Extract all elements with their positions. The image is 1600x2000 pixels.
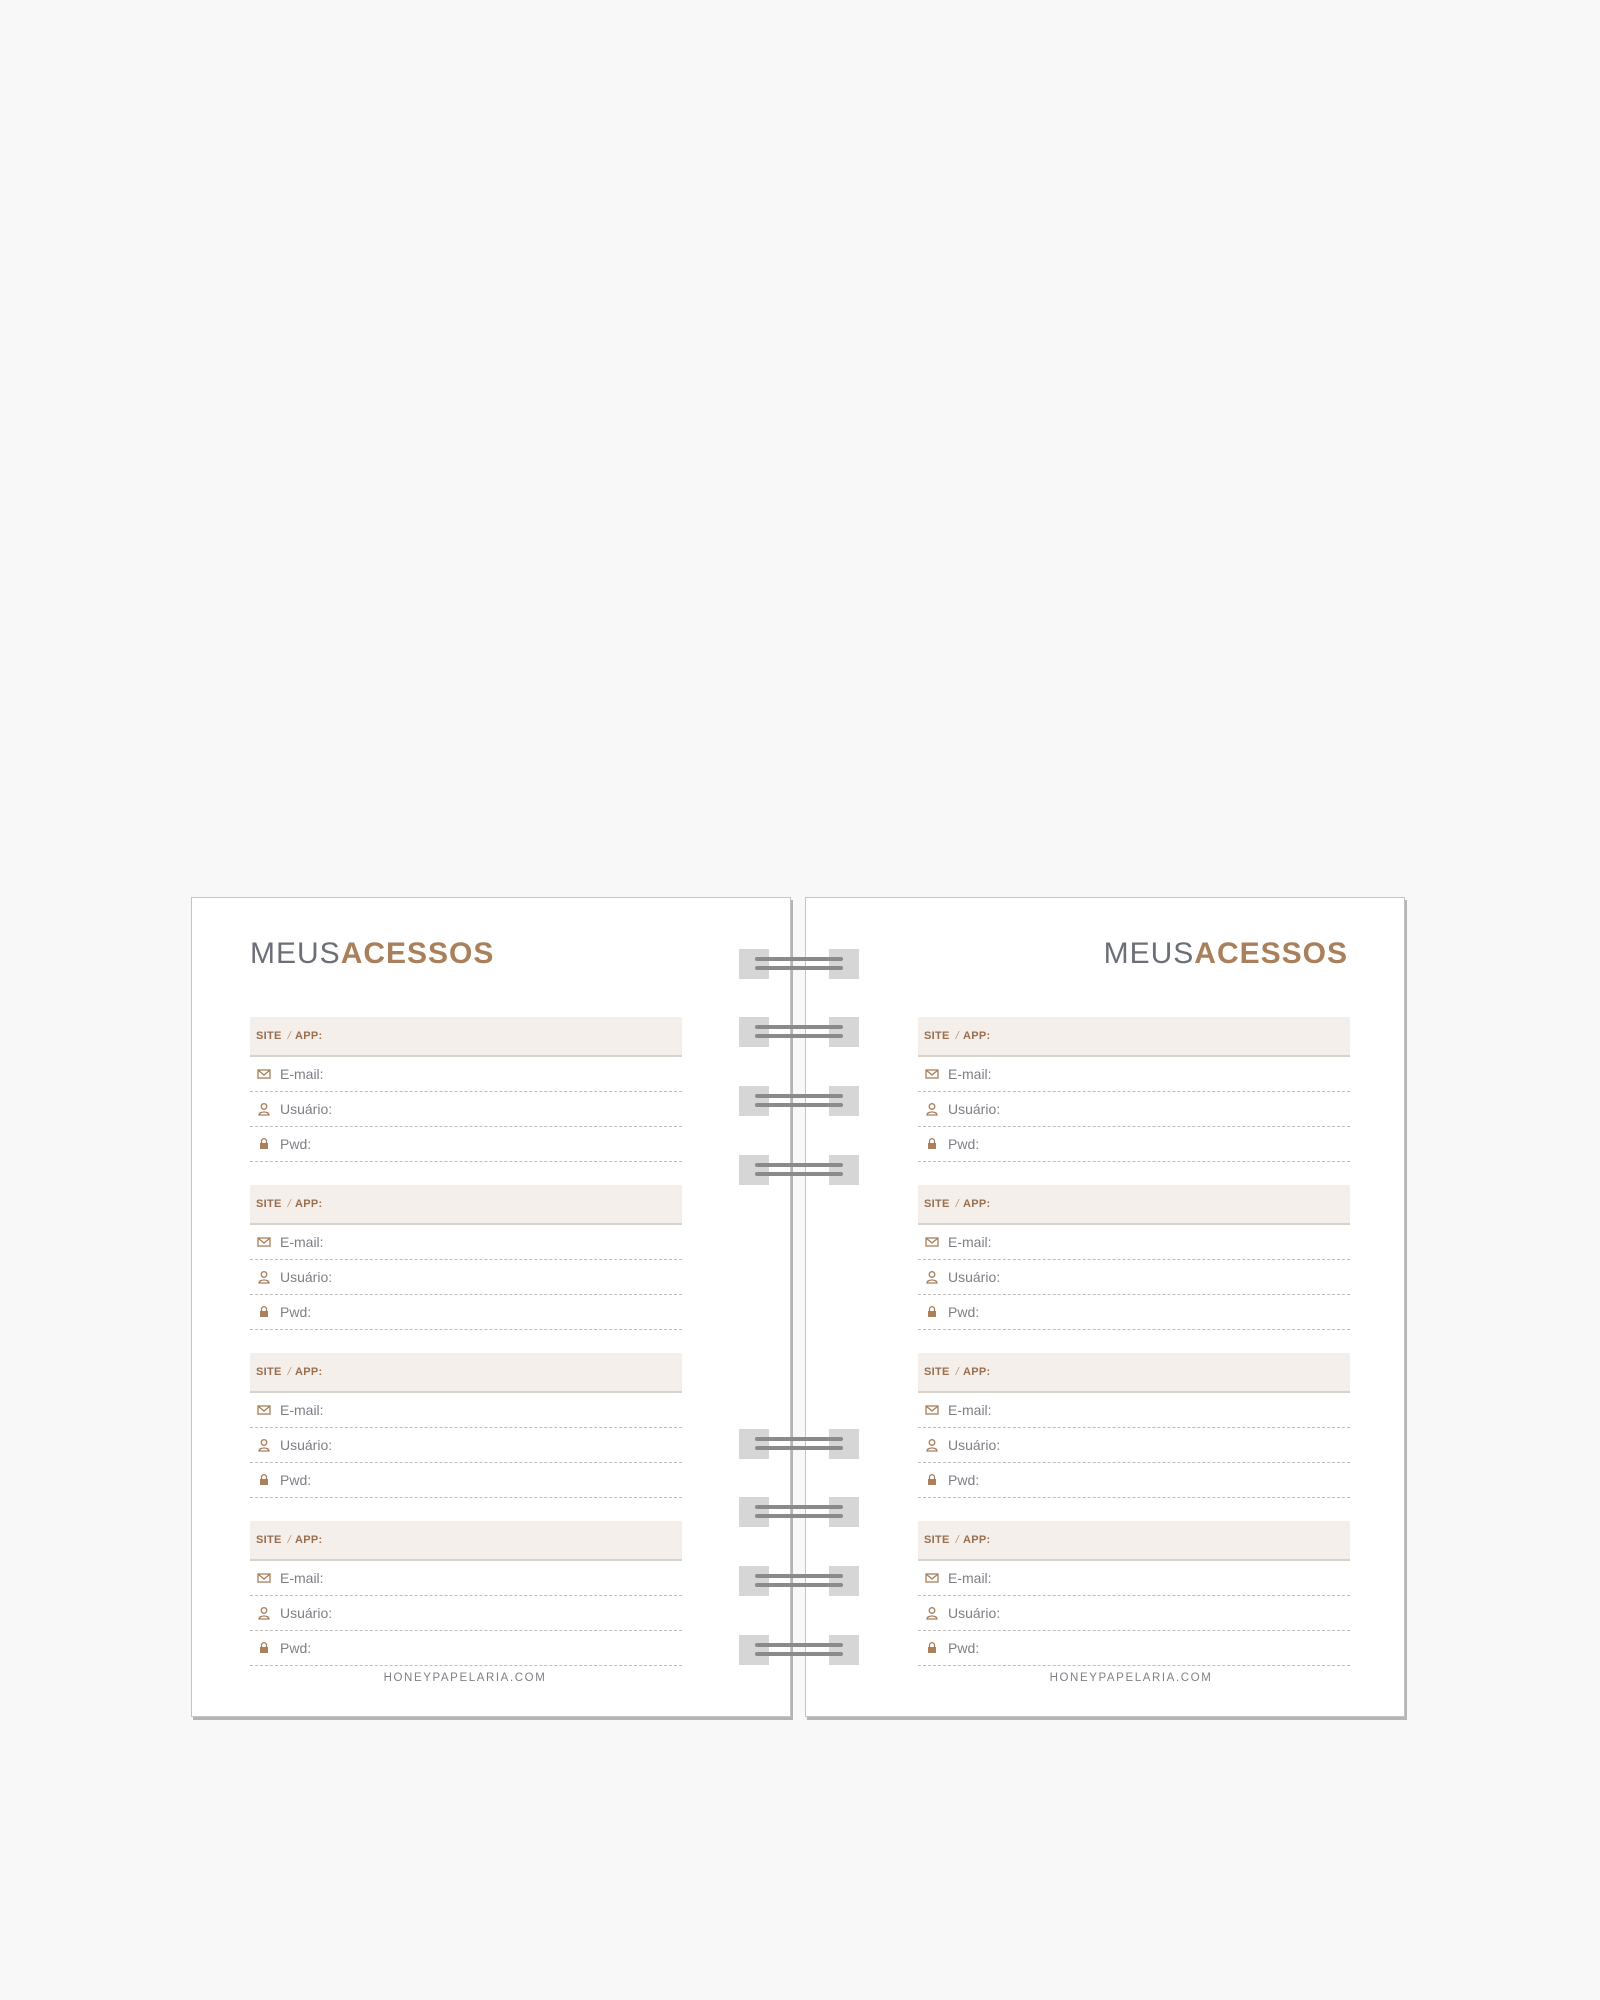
spiral-ring xyxy=(739,949,859,979)
pwd-label: Pwd: xyxy=(948,1640,980,1656)
user-icon xyxy=(924,1605,940,1621)
email-row[interactable] xyxy=(918,1393,1350,1428)
spiral-ring xyxy=(739,1086,859,1116)
user-row[interactable] xyxy=(250,1428,682,1463)
site-label: SITE xyxy=(924,1198,950,1210)
email-row[interactable] xyxy=(250,1057,682,1092)
lock-icon xyxy=(256,1640,272,1656)
site-app-header xyxy=(250,1185,682,1225)
pwd-row[interactable] xyxy=(250,1295,682,1330)
email-label: E-mail: xyxy=(948,1234,992,1250)
envelope-icon xyxy=(924,1402,940,1418)
email-label: E-mail: xyxy=(280,1066,324,1082)
slash-label: / xyxy=(955,1030,960,1042)
pwd-row[interactable] xyxy=(250,1631,682,1666)
pwd-row[interactable] xyxy=(250,1127,682,1162)
user-icon xyxy=(924,1437,940,1453)
slash-label: / xyxy=(955,1534,960,1546)
access-entry xyxy=(918,1185,1350,1330)
title-meus: MEUS xyxy=(1103,937,1195,970)
spiral-ring xyxy=(739,1155,859,1185)
app-label: APP: xyxy=(963,1366,991,1378)
pwd-label: Pwd: xyxy=(948,1472,980,1488)
lock-icon xyxy=(924,1304,940,1320)
envelope-icon xyxy=(924,1570,940,1586)
site-app-header xyxy=(918,1185,1350,1225)
envelope-icon xyxy=(256,1066,272,1082)
envelope-icon xyxy=(256,1402,272,1418)
pwd-label: Pwd: xyxy=(948,1136,980,1152)
site-app-header xyxy=(250,1017,682,1057)
app-label: APP: xyxy=(295,1534,323,1546)
site-app-header xyxy=(250,1521,682,1561)
footer-text: HONEYPAPELARIA.COM xyxy=(1049,1672,1213,1684)
email-label: E-mail: xyxy=(280,1234,324,1250)
pwd-label: Pwd: xyxy=(948,1304,980,1320)
envelope-icon xyxy=(924,1066,940,1082)
spiral-ring xyxy=(739,1635,859,1665)
pwd-row[interactable] xyxy=(918,1127,1350,1162)
app-label: APP: xyxy=(295,1366,323,1378)
email-label: E-mail: xyxy=(280,1402,324,1418)
user-label: Usuário: xyxy=(280,1605,333,1621)
envelope-icon xyxy=(256,1234,272,1250)
lock-icon xyxy=(924,1136,940,1152)
site-label: SITE xyxy=(924,1534,950,1546)
user-row[interactable] xyxy=(250,1260,682,1295)
user-row[interactable] xyxy=(918,1596,1350,1631)
site-app-header xyxy=(918,1521,1350,1561)
email-label: E-mail: xyxy=(280,1570,324,1586)
user-icon xyxy=(256,1437,272,1453)
slash-label: / xyxy=(955,1198,960,1210)
pwd-label: Pwd: xyxy=(280,1304,312,1320)
user-label: Usuário: xyxy=(948,1605,1001,1621)
left-page xyxy=(191,897,791,1717)
pwd-row[interactable] xyxy=(918,1463,1350,1498)
lock-icon xyxy=(256,1304,272,1320)
user-label: Usuário: xyxy=(280,1437,333,1453)
lock-icon xyxy=(924,1472,940,1488)
lock-icon xyxy=(256,1472,272,1488)
title-meus: MEUS xyxy=(250,937,341,970)
title-acessos: ACESSOS xyxy=(1194,937,1348,970)
email-row[interactable] xyxy=(918,1561,1350,1596)
user-icon xyxy=(924,1101,940,1117)
title-acessos: ACESSOS xyxy=(340,937,495,970)
lock-icon xyxy=(256,1136,272,1152)
user-icon xyxy=(256,1605,272,1621)
pwd-label: Pwd: xyxy=(280,1640,312,1656)
email-label: E-mail: xyxy=(948,1066,992,1082)
pwd-row[interactable] xyxy=(918,1631,1350,1666)
spiral-ring xyxy=(739,1017,859,1047)
pwd-row[interactable] xyxy=(918,1295,1350,1330)
user-label: Usuário: xyxy=(948,1437,1001,1453)
spiral-ring xyxy=(739,1566,859,1596)
site-label: SITE xyxy=(256,1030,282,1042)
page-footer xyxy=(166,1668,764,1686)
user-icon xyxy=(924,1269,940,1285)
email-label: E-mail: xyxy=(948,1570,992,1586)
email-row[interactable] xyxy=(250,1393,682,1428)
user-label: Usuário: xyxy=(280,1101,333,1117)
lock-icon xyxy=(924,1640,940,1656)
slash-label: / xyxy=(287,1366,292,1378)
slash-label: / xyxy=(955,1366,960,1378)
user-label: Usuário: xyxy=(948,1101,1001,1117)
page-title xyxy=(1104,937,1348,971)
email-row[interactable] xyxy=(250,1225,682,1260)
site-label: SITE xyxy=(256,1534,282,1546)
access-entry xyxy=(250,1185,682,1330)
site-label: SITE xyxy=(256,1198,282,1210)
email-row[interactable] xyxy=(918,1057,1350,1092)
envelope-icon xyxy=(924,1234,940,1250)
user-icon xyxy=(256,1269,272,1285)
envelope-icon xyxy=(256,1570,272,1586)
access-entry xyxy=(250,1521,682,1666)
app-label: APP: xyxy=(963,1534,991,1546)
site-label: SITE xyxy=(924,1030,950,1042)
pwd-label: Pwd: xyxy=(280,1472,312,1488)
notebook-spread xyxy=(191,897,1409,1719)
access-entry xyxy=(250,1017,682,1162)
spiral-ring xyxy=(739,1497,859,1527)
app-label: APP: xyxy=(963,1198,991,1210)
access-entry xyxy=(918,1017,1350,1162)
page-footer xyxy=(832,1668,1430,1686)
slash-label: / xyxy=(287,1534,292,1546)
email-row[interactable] xyxy=(250,1561,682,1596)
pwd-label: Pwd: xyxy=(280,1136,312,1152)
page-title xyxy=(250,937,494,971)
slash-label: / xyxy=(287,1030,292,1042)
user-label: Usuário: xyxy=(948,1269,1001,1285)
user-row[interactable] xyxy=(918,1428,1350,1463)
site-label: SITE xyxy=(256,1366,282,1378)
user-icon xyxy=(256,1101,272,1117)
site-app-header xyxy=(918,1017,1350,1057)
site-label: SITE xyxy=(924,1366,950,1378)
access-entry xyxy=(918,1521,1350,1666)
access-entry xyxy=(250,1353,682,1498)
app-label: APP: xyxy=(295,1198,323,1210)
pwd-row[interactable] xyxy=(250,1463,682,1498)
footer-text: HONEYPAPELARIA.COM xyxy=(383,1672,547,1684)
access-entry xyxy=(918,1353,1350,1498)
site-app-header xyxy=(250,1353,682,1393)
email-row[interactable] xyxy=(918,1225,1350,1260)
user-row[interactable] xyxy=(918,1092,1350,1127)
user-label: Usuário: xyxy=(280,1269,333,1285)
user-row[interactable] xyxy=(918,1260,1350,1295)
user-row[interactable] xyxy=(250,1596,682,1631)
site-app-header xyxy=(918,1353,1350,1393)
right-page xyxy=(805,897,1405,1717)
user-row[interactable] xyxy=(250,1092,682,1127)
email-label: E-mail: xyxy=(948,1402,992,1418)
app-label: APP: xyxy=(963,1030,991,1042)
app-label: APP: xyxy=(295,1030,323,1042)
slash-label: / xyxy=(287,1198,292,1210)
spiral-ring xyxy=(739,1429,859,1459)
